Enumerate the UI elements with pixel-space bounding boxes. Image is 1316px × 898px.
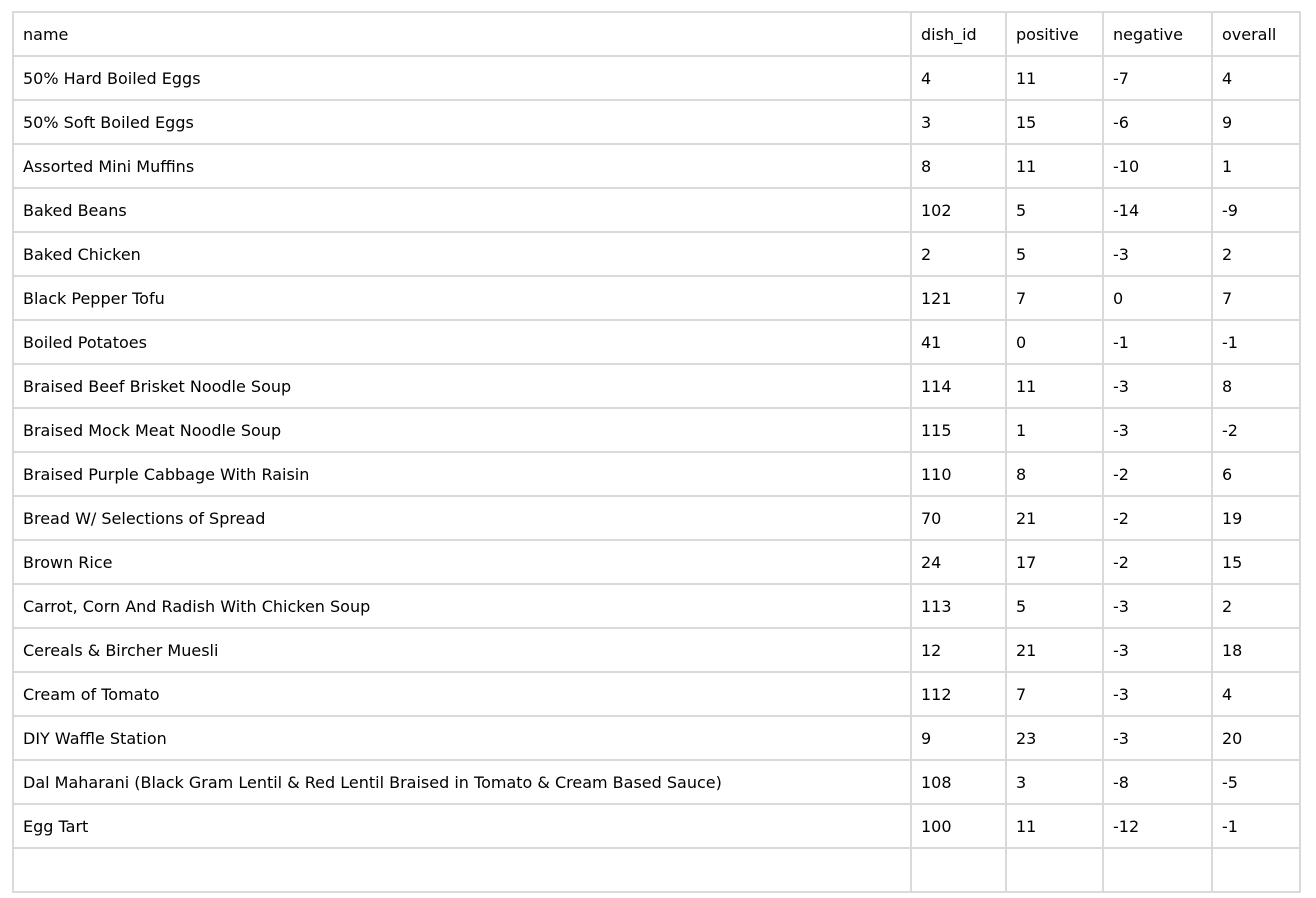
table-row (13, 276, 1300, 320)
table-cell-name: Baked Chicken (13, 232, 911, 276)
table-cell-dish_id: 70 (911, 496, 1006, 540)
table-cell-name: Cereals & Bircher Muesli (13, 628, 911, 672)
table-cell-name: Boiled Potatoes (13, 320, 911, 364)
table-cell-name: 50% Soft Boiled Eggs (13, 100, 911, 144)
table-cell-dish_id: 8 (911, 144, 1006, 188)
table-cell-negative: -3 (1103, 628, 1212, 672)
table-row (13, 232, 1300, 276)
table-cell-positive: 11 (1006, 804, 1103, 848)
table-cell-negative: -3 (1103, 408, 1212, 452)
table-cell-positive: 5 (1006, 584, 1103, 628)
table-cell-negative: -3 (1103, 584, 1212, 628)
table-cell-negative: -14 (1103, 188, 1212, 232)
table-row (13, 628, 1300, 672)
column-header-overall: overall (1212, 12, 1300, 56)
table-cell-overall: 20 (1212, 716, 1300, 760)
table-cell-positive: 0 (1006, 320, 1103, 364)
table-cell-dish_id: 121 (911, 276, 1006, 320)
table-cell-negative: -2 (1103, 540, 1212, 584)
table-cell-negative: -7 (1103, 56, 1212, 100)
table-cell-negative: -6 (1103, 100, 1212, 144)
table-cell-positive: 15 (1006, 100, 1103, 144)
table-cell-name: Braised Mock Meat Noodle Soup (13, 408, 911, 452)
table-cell-overall: 6 (1212, 452, 1300, 496)
table-cell-name: Baked Beans (13, 188, 911, 232)
dish-feedback-table (12, 11, 1301, 893)
table-cell-overall (1212, 848, 1300, 892)
table-cell-dish_id: 113 (911, 584, 1006, 628)
table-row (13, 540, 1300, 584)
table-cell-negative: -3 (1103, 716, 1212, 760)
table-cell-overall: 4 (1212, 56, 1300, 100)
table-cell-dish_id: 3 (911, 100, 1006, 144)
table-row (13, 672, 1300, 716)
table-cell-dish_id: 108 (911, 760, 1006, 804)
table-cell-positive: 23 (1006, 716, 1103, 760)
table-cell-name: Braised Beef Brisket Noodle Soup (13, 364, 911, 408)
table-cell-dish_id: 2 (911, 232, 1006, 276)
table-cell-positive: 11 (1006, 56, 1103, 100)
table-cell-name: Brown Rice (13, 540, 911, 584)
table-cell-dish_id: 4 (911, 56, 1006, 100)
table-cell-dish_id: 100 (911, 804, 1006, 848)
table-cell-positive: 11 (1006, 364, 1103, 408)
table-cell-positive: 7 (1006, 672, 1103, 716)
table-row (13, 408, 1300, 452)
header-row (13, 12, 1300, 56)
table-cell-dish_id: 115 (911, 408, 1006, 452)
table-cell-negative: -3 (1103, 672, 1212, 716)
table-row-partial (13, 848, 1300, 892)
table-row (13, 584, 1300, 628)
table-cell-positive: 21 (1006, 496, 1103, 540)
table-cell-positive: 11 (1006, 144, 1103, 188)
table-cell-overall: 8 (1212, 364, 1300, 408)
table-cell-overall: 2 (1212, 232, 1300, 276)
table-cell-name: Braised Purple Cabbage With Raisin (13, 452, 911, 496)
table-cell-overall: 4 (1212, 672, 1300, 716)
table-row (13, 496, 1300, 540)
table-cell-positive: 17 (1006, 540, 1103, 584)
table-cell-name: Bread W/ Selections of Spread (13, 496, 911, 540)
table-row (13, 760, 1300, 804)
table-row (13, 452, 1300, 496)
table-cell-overall: 19 (1212, 496, 1300, 540)
table-cell-positive: 7 (1006, 276, 1103, 320)
table-cell-dish_id: 24 (911, 540, 1006, 584)
table-cell-overall: -1 (1212, 804, 1300, 848)
column-header-negative: negative (1103, 12, 1212, 56)
table-cell-positive: 21 (1006, 628, 1103, 672)
table-cell-dish_id: 112 (911, 672, 1006, 716)
column-header-name: name (13, 12, 911, 56)
table-cell-negative: -8 (1103, 760, 1212, 804)
table-row (13, 804, 1300, 848)
table-cell-dish_id: 110 (911, 452, 1006, 496)
table-cell-overall: -2 (1212, 408, 1300, 452)
table-cell-negative: -2 (1103, 452, 1212, 496)
table-cell-negative: -2 (1103, 496, 1212, 540)
table-cell-overall: 2 (1212, 584, 1300, 628)
table-cell-negative: -1 (1103, 320, 1212, 364)
table-cell-overall: 15 (1212, 540, 1300, 584)
table-row (13, 56, 1300, 100)
table-cell-positive: 8 (1006, 452, 1103, 496)
table-cell-overall: 1 (1212, 144, 1300, 188)
table-cell-overall: -9 (1212, 188, 1300, 232)
column-header-dish_id: dish_id (911, 12, 1006, 56)
table-row (13, 716, 1300, 760)
table-cell-overall: -5 (1212, 760, 1300, 804)
table-cell-name: 50% Hard Boiled Eggs (13, 56, 911, 100)
table-cell-name: Cream of Tomato (13, 672, 911, 716)
table-row (13, 100, 1300, 144)
table-cell-negative: -3 (1103, 364, 1212, 408)
table-cell-dish_id: 9 (911, 716, 1006, 760)
table-cell-overall: 9 (1212, 100, 1300, 144)
table-cell-negative: -3 (1103, 232, 1212, 276)
table-cell-name: Assorted Mini Muffins (13, 144, 911, 188)
table-cell-name: DIY Waffle Station (13, 716, 911, 760)
table-cell-positive: 5 (1006, 188, 1103, 232)
table-cell-overall: -1 (1212, 320, 1300, 364)
table-cell-dish_id (911, 848, 1006, 892)
table-row (13, 188, 1300, 232)
table-cell-dish_id: 41 (911, 320, 1006, 364)
table-cell-positive: 5 (1006, 232, 1103, 276)
column-header-positive: positive (1006, 12, 1103, 56)
table-cell-positive: 3 (1006, 760, 1103, 804)
table-cell-positive (1006, 848, 1103, 892)
table-cell-name (13, 848, 911, 892)
table-cell-overall: 18 (1212, 628, 1300, 672)
table-cell-overall: 7 (1212, 276, 1300, 320)
table-cell-name: Dal Maharani (Black Gram Lentil & Red Lentil Braised in Tomato & Cream Based Sauce) (13, 760, 911, 804)
table-row (13, 320, 1300, 364)
table-cell-dish_id: 114 (911, 364, 1006, 408)
table-cell-positive: 1 (1006, 408, 1103, 452)
table-row (13, 144, 1300, 188)
table-cell-name: Black Pepper Tofu (13, 276, 911, 320)
table-cell-dish_id: 12 (911, 628, 1006, 672)
table-cell-negative (1103, 848, 1212, 892)
table-cell-name: Egg Tart (13, 804, 911, 848)
table-row (13, 364, 1300, 408)
table-cell-negative: -12 (1103, 804, 1212, 848)
table-cell-name: Carrot, Corn And Radish With Chicken Soup (13, 584, 911, 628)
table-cell-dish_id: 102 (911, 188, 1006, 232)
table-cell-negative: 0 (1103, 276, 1212, 320)
table-cell-negative: -10 (1103, 144, 1212, 188)
